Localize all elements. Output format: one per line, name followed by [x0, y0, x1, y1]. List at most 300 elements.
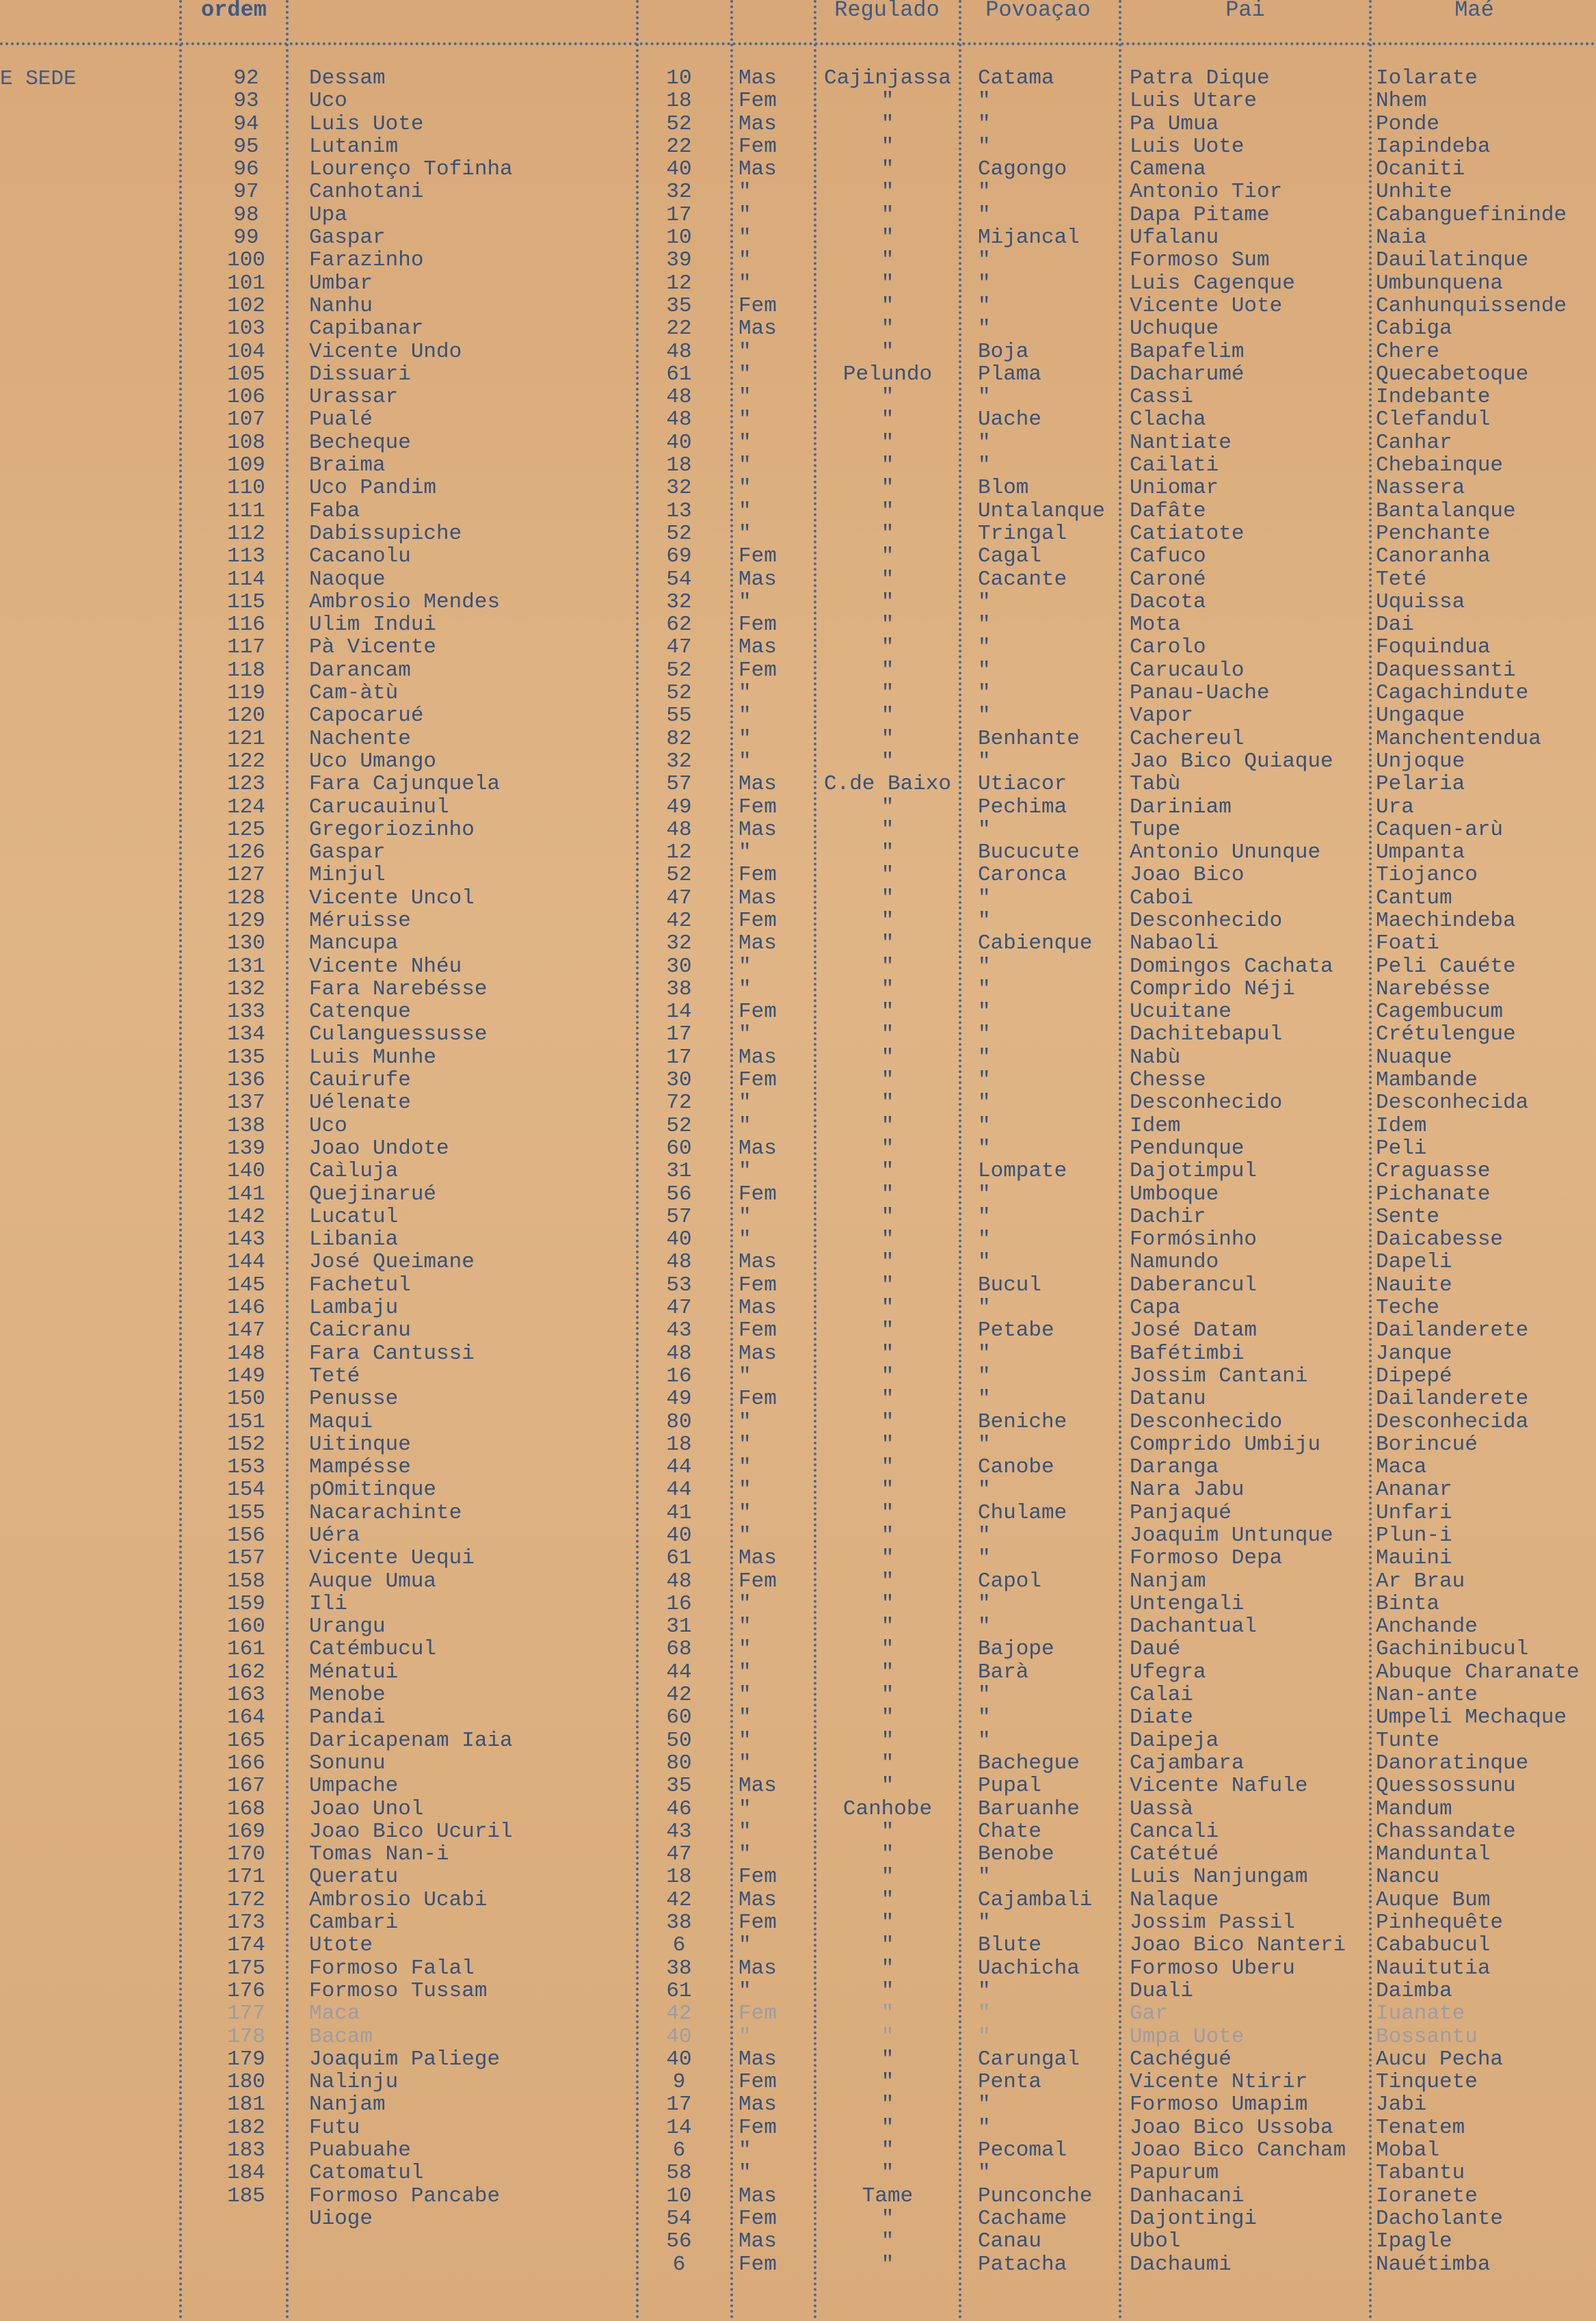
mother-name: Unjoque	[1376, 750, 1465, 773]
father-name: Chesse	[1130, 1069, 1206, 1092]
entry-number: 107	[227, 408, 265, 432]
mother-name: Dai	[1376, 613, 1414, 637]
age: 40	[666, 2025, 692, 2048]
povoacao: Untalanque	[978, 499, 1106, 522]
person-name: Lambaju	[309, 1297, 399, 1320]
entry-number: 108	[227, 431, 265, 454]
mother-name: Dapeli	[1376, 1251, 1452, 1274]
regulado: "	[881, 1684, 894, 1707]
sex: Fem	[739, 135, 777, 158]
entry-number: 98	[233, 203, 259, 226]
mother-name: Quessossunu	[1376, 1775, 1516, 1798]
regulado: "	[881, 545, 894, 568]
mother-name: Cabiga	[1376, 317, 1452, 341]
sex: Fem	[739, 1182, 777, 1206]
povoacao: Bachegue	[978, 1751, 1080, 1775]
mother-name: Nhem	[1376, 90, 1427, 113]
mother-name: Narebésse	[1376, 977, 1491, 1000]
mother-name: Tunte	[1376, 1729, 1440, 1752]
regulado: "	[881, 2093, 894, 2117]
mother-name: Ungaque	[1376, 704, 1465, 728]
age: 32	[666, 590, 692, 613]
father-name: Dachantual	[1130, 1615, 1258, 1639]
father-name: Daranga	[1130, 1456, 1219, 1479]
mother-name: Foquindua	[1376, 636, 1491, 659]
sex: "	[739, 499, 752, 522]
table-row	[0, 1615, 1596, 1638]
person-name: Ambrosio Mendes	[309, 590, 501, 613]
register-table	[0, 67, 1596, 2276]
entry-number: 158	[227, 1569, 265, 1593]
povoacao: "	[978, 590, 991, 613]
sex: "	[739, 1114, 752, 1137]
sex: Fem	[739, 2071, 777, 2094]
person-name: Ambrosio Ucabi	[309, 1888, 488, 1911]
regulado: "	[881, 1137, 894, 1160]
mother-name: Clefandul	[1376, 408, 1491, 432]
mother-name: Tinquete	[1376, 2071, 1478, 2094]
regulado: "	[881, 1501, 894, 1524]
father-name: Luis Nanjungam	[1130, 1866, 1308, 1889]
person-name: Pandai	[309, 1706, 386, 1729]
table-row	[0, 2139, 1596, 2162]
entry-number: 125	[227, 818, 265, 841]
person-name: pOmitinque	[309, 1478, 437, 1502]
table-row	[0, 1502, 1596, 1524]
person-name: Cambari	[309, 1911, 399, 1935]
mother-name: Iolarate	[1376, 67, 1478, 90]
age: 6	[672, 2139, 686, 2162]
father-name: Umboque	[1130, 1182, 1219, 1206]
table-row	[0, 773, 1596, 795]
person-name: Ili	[309, 1592, 347, 1615]
sex: Mas	[739, 1251, 777, 1274]
regulado: "	[881, 1638, 894, 1661]
entry-number: 106	[227, 386, 265, 409]
table-row	[0, 1388, 1596, 1410]
regulado: "	[881, 1364, 894, 1388]
table-row	[0, 978, 1596, 1000]
father-name: Cafuco	[1130, 545, 1206, 568]
father-name: Ufegra	[1130, 1660, 1206, 1684]
mother-name: Nauite	[1376, 1273, 1452, 1297]
povoacao: "	[978, 1478, 991, 1502]
mother-name: Danoratinque	[1376, 1751, 1529, 1775]
entry-number: 105	[227, 362, 265, 386]
person-name: Minjul	[309, 864, 386, 887]
entry-number: 112	[227, 522, 265, 545]
age: 40	[666, 1228, 692, 1251]
table-row	[0, 750, 1596, 773]
regulado: "	[881, 977, 894, 1000]
sex: Mas	[739, 1137, 777, 1160]
entry-number: 122	[227, 750, 265, 773]
mother-name: Teté	[1376, 568, 1427, 591]
sex: "	[739, 340, 752, 363]
sex: Mas	[739, 1297, 777, 1320]
age: 6	[672, 2253, 686, 2276]
age: 38	[666, 1911, 692, 1935]
sex: "	[739, 362, 752, 386]
father-name: Pendunque	[1130, 1137, 1245, 1160]
age: 44	[666, 1456, 692, 1479]
entry-number: 134	[227, 1023, 265, 1046]
table-row	[0, 1478, 1596, 1501]
header-ordem: ordem	[200, 0, 267, 23]
person-name: Teté	[309, 1364, 360, 1388]
sex: Fem	[739, 2207, 777, 2230]
povoacao: "	[978, 135, 991, 158]
entry-number: 171	[227, 1866, 265, 1889]
povoacao: Punconche	[978, 2184, 1093, 2207]
sex: "	[739, 1592, 752, 1615]
age: 35	[666, 1775, 692, 1798]
povoacao: "	[978, 1866, 991, 1889]
regulado: "	[881, 1592, 894, 1615]
entry-number: 169	[227, 1820, 265, 1843]
mother-name: Ananar	[1376, 1478, 1452, 1502]
person-name: Pualé	[309, 408, 373, 432]
person-name: Uioge	[309, 2207, 373, 2230]
entry-number: 128	[227, 886, 265, 910]
regulado: "	[881, 1319, 894, 1342]
mother-name: Tenatem	[1376, 2116, 1465, 2139]
mother-name: Mandum	[1376, 1797, 1452, 1820]
povoacao: "	[978, 1979, 991, 2002]
person-name: Urassar	[309, 386, 399, 409]
povoacao: "	[978, 613, 991, 637]
person-name: Auque Umua	[309, 1569, 437, 1593]
entry-number: 175	[227, 1957, 265, 1980]
povoacao: Patacha	[978, 2253, 1067, 2276]
father-name: Uassà	[1130, 1797, 1194, 1820]
table-row	[0, 1342, 1596, 1365]
age: 57	[666, 773, 692, 796]
father-name: Dachitebapul	[1130, 1023, 1283, 1046]
sex: Fem	[739, 1388, 777, 1411]
regulado: C.de Baixo	[823, 773, 952, 796]
father-name: Carolo	[1130, 636, 1206, 659]
mother-name: Borincué	[1376, 1433, 1478, 1456]
entry-number: 180	[227, 2071, 265, 2094]
regulado: "	[881, 1524, 894, 1547]
regulado: "	[881, 1410, 894, 1433]
person-name: Ulim Indui	[309, 613, 437, 637]
mother-name: Bantalanque	[1376, 499, 1516, 522]
person-name: Maca	[309, 2002, 360, 2026]
age: 32	[666, 750, 692, 773]
person-name: Culanguessusse	[309, 1023, 488, 1046]
age: 48	[666, 1569, 692, 1593]
entry-number: 163	[227, 1684, 265, 1707]
mother-name: Tabantu	[1376, 2162, 1465, 2185]
regulado: "	[881, 1751, 894, 1775]
mother-name: Mobal	[1376, 2139, 1440, 2162]
father-name: Formósinho	[1130, 1228, 1258, 1251]
sex: Mas	[739, 636, 777, 659]
regulado: "	[881, 408, 894, 432]
povoacao: "	[978, 1023, 991, 1046]
sex: Fem	[739, 1069, 777, 1092]
mother-name: Nassera	[1376, 477, 1465, 500]
sex: "	[739, 1160, 752, 1183]
povoacao: "	[978, 1069, 991, 1092]
entry-number: 162	[227, 1660, 265, 1684]
sex: "	[739, 1729, 752, 1752]
age: 49	[666, 795, 692, 819]
table-row	[0, 1228, 1596, 1251]
table-row	[0, 1706, 1596, 1729]
sex: "	[739, 2139, 752, 2162]
entry-number: 165	[227, 1729, 265, 1752]
person-name: Farazinho	[309, 249, 424, 272]
entry-number: 141	[227, 1182, 265, 1206]
entry-number: 183	[227, 2139, 265, 2162]
age: 22	[666, 135, 692, 158]
sex: "	[739, 1205, 752, 1228]
sex: Mas	[739, 1957, 777, 1980]
person-name: José Queimane	[309, 1251, 475, 1274]
age: 72	[666, 1091, 692, 1115]
person-name: Uco Umango	[309, 750, 437, 773]
entry-number: 181	[227, 2093, 265, 2117]
person-name: Tomas Nan-i	[309, 1843, 449, 1866]
age: 47	[666, 1843, 692, 1866]
mother-name: Foati	[1376, 932, 1440, 955]
father-name: Panjaqué	[1130, 1501, 1232, 1524]
mother-name: Dauilatinque	[1376, 249, 1529, 272]
mother-name: Daquessanti	[1376, 659, 1516, 682]
entry-number: 155	[227, 1501, 265, 1524]
table-row	[0, 2230, 1596, 2253]
entry-number: 131	[227, 955, 265, 978]
father-name: Comprido Umbiju	[1130, 1433, 1321, 1456]
povoacao: Cacante	[978, 568, 1067, 591]
sex: Mas	[739, 568, 777, 591]
sex: "	[739, 750, 752, 773]
table-row	[0, 1160, 1596, 1182]
regulado: "	[881, 1478, 894, 1502]
table-row	[0, 158, 1596, 181]
povoacao: "	[978, 1388, 991, 1411]
regulado: Tame	[862, 2184, 914, 2207]
person-name: Formoso Falal	[309, 1957, 475, 1980]
regulado: "	[881, 1979, 894, 2002]
entry-number: 150	[227, 1388, 265, 1411]
person-name: Catémbucul	[309, 1638, 437, 1661]
regulado: "	[881, 932, 894, 955]
table-row	[0, 1889, 1596, 1911]
entry-number: 151	[227, 1410, 265, 1433]
sex: Mas	[739, 818, 777, 841]
age: 56	[666, 2230, 692, 2253]
father-name: Daué	[1130, 1638, 1181, 1661]
povoacao: Baruanhe	[978, 1797, 1080, 1820]
entry-number: 185	[227, 2184, 265, 2207]
regulado: "	[881, 1388, 894, 1411]
age: 10	[666, 67, 692, 90]
regulado: "	[881, 2230, 894, 2253]
entry-number: 143	[227, 1228, 265, 1251]
table-row	[0, 1729, 1596, 1752]
povoacao: "	[978, 1911, 991, 1935]
age: 58	[666, 2162, 692, 2185]
person-name: Queratu	[309, 1866, 399, 1889]
age: 22	[666, 317, 692, 341]
age: 35	[666, 294, 692, 317]
mother-name: Sente	[1376, 1205, 1440, 1228]
age: 48	[666, 386, 692, 409]
entry-number: 97	[233, 181, 259, 204]
regulado: "	[881, 1775, 894, 1798]
table-row	[0, 500, 1596, 522]
entry-number: 166	[227, 1751, 265, 1775]
person-name: Uéra	[309, 1524, 360, 1547]
sex: Mas	[739, 1547, 777, 1570]
age: 38	[666, 977, 692, 1000]
person-name: Nalinju	[309, 2071, 399, 2094]
father-name: Dafâte	[1130, 499, 1206, 522]
regulado: "	[881, 1342, 894, 1365]
mother-name: Nauitutia	[1376, 1957, 1491, 1980]
table-row	[0, 2207, 1596, 2230]
table-row	[0, 1206, 1596, 1228]
father-name: Comprido Néji	[1130, 977, 1295, 1000]
regulado: "	[881, 955, 894, 978]
table-row	[0, 1297, 1596, 1319]
povoacao: Bucul	[978, 1273, 1042, 1297]
sex: Mas	[739, 67, 777, 90]
father-name: Cachégué	[1130, 2047, 1232, 2071]
mother-name: Cagembucum	[1376, 1000, 1504, 1024]
person-name: Upa	[309, 203, 347, 226]
regulado: "	[881, 386, 894, 409]
entry-number: 161	[227, 1638, 265, 1661]
povoacao: "	[978, 886, 991, 910]
povoacao: Chulame	[978, 1501, 1067, 1524]
povoacao: "	[978, 1046, 991, 1069]
sex: Fem	[739, 1000, 777, 1024]
sex: Mas	[739, 773, 777, 796]
father-name: Carucaulo	[1130, 659, 1245, 682]
entry-number: 100	[227, 249, 265, 272]
father-name: Pa Umua	[1130, 112, 1219, 135]
person-name: Dissuari	[309, 362, 411, 386]
sex: Mas	[739, 1775, 777, 1798]
father-name: Caroné	[1130, 568, 1206, 591]
regulado: "	[881, 909, 894, 932]
mother-name: Dailanderete	[1376, 1319, 1529, 1342]
father-name: Joao Bico Cancham	[1130, 2139, 1346, 2162]
person-name: Uco Pandim	[309, 477, 437, 500]
regulado: "	[881, 1569, 894, 1593]
mother-name: Canoranha	[1376, 545, 1491, 568]
sex: "	[739, 1433, 752, 1456]
table-row	[0, 796, 1596, 819]
povoacao: Bajope	[978, 1638, 1054, 1661]
age: 40	[666, 158, 692, 181]
age: 14	[666, 2116, 692, 2139]
father-name: Untengali	[1130, 1592, 1245, 1615]
mother-name: Umpanta	[1376, 841, 1465, 864]
person-name: Faba	[309, 499, 360, 522]
sex: "	[739, 1410, 752, 1433]
sex: Mas	[739, 1046, 777, 1069]
povoacao: "	[978, 1524, 991, 1547]
age: 44	[666, 1660, 692, 1684]
mother-name: Pinhequête	[1376, 1911, 1504, 1935]
regulado: "	[881, 2116, 894, 2139]
father-name: Luis Utare	[1130, 90, 1258, 113]
person-name: Cacanolu	[309, 545, 411, 568]
age: 30	[666, 955, 692, 978]
person-name: Joao Bico Ucuril	[309, 1820, 513, 1843]
age: 54	[666, 568, 692, 591]
regulado: "	[881, 135, 894, 158]
father-name: Danhacani	[1130, 2184, 1245, 2207]
entry-number: 164	[227, 1706, 265, 1729]
age: 43	[666, 1319, 692, 1342]
father-name: Duali	[1130, 1979, 1194, 2002]
father-name: Joao Bico Nanteri	[1130, 1934, 1346, 1957]
table-row	[0, 1866, 1596, 1888]
table-row	[0, 2002, 1596, 2025]
father-name: Vapor	[1130, 704, 1194, 728]
povoacao: "	[978, 1182, 991, 1206]
table-row	[0, 1183, 1596, 1206]
entry-number: 173	[227, 1911, 265, 1935]
sex: "	[739, 1751, 752, 1775]
entry-number: 145	[227, 1273, 265, 1297]
age: 10	[666, 2184, 692, 2207]
father-name: Jao Bico Quiaque	[1130, 750, 1333, 773]
person-name: Quejinarué	[309, 1182, 437, 1206]
person-name: Joaquim Paliege	[309, 2047, 501, 2071]
age: 60	[666, 1706, 692, 1729]
age: 52	[666, 1114, 692, 1137]
person-name: Uélenate	[309, 1091, 411, 1115]
mother-name: Nancu	[1376, 1866, 1440, 1889]
sex: Fem	[739, 1273, 777, 1297]
age: 32	[666, 932, 692, 955]
mother-name: Indebante	[1376, 386, 1491, 409]
age: 52	[666, 112, 692, 135]
mother-name: Auque Bum	[1376, 1888, 1491, 1911]
table-row	[0, 67, 1596, 90]
entry-number: 137	[227, 1091, 265, 1115]
mother-name: Abuque Charanate	[1376, 1660, 1580, 1684]
entry-number: 172	[227, 1888, 265, 1911]
person-name: Joao Undote	[309, 1137, 449, 1160]
father-name: Joao Bico Ussoba	[1130, 2116, 1333, 2139]
person-name: Caìluja	[309, 1160, 399, 1183]
person-name: Luis Munhe	[309, 1046, 437, 1069]
regulado: "	[881, 1000, 894, 1024]
person-name: Fachetul	[309, 1273, 411, 1297]
regulado: "	[881, 1273, 894, 1297]
father-name: Nantiate	[1130, 431, 1232, 454]
povoacao: Penta	[978, 2071, 1042, 2094]
sex: Fem	[739, 864, 777, 887]
person-name: Carucauinul	[309, 795, 449, 819]
mother-name: Caquen-arù	[1376, 818, 1504, 841]
table-row	[0, 408, 1596, 431]
regulado: "	[881, 1160, 894, 1183]
table-row	[0, 819, 1596, 841]
age: 54	[666, 2207, 692, 2230]
entry-number: 110	[227, 477, 265, 500]
mother-name: Tiojanco	[1376, 864, 1478, 887]
